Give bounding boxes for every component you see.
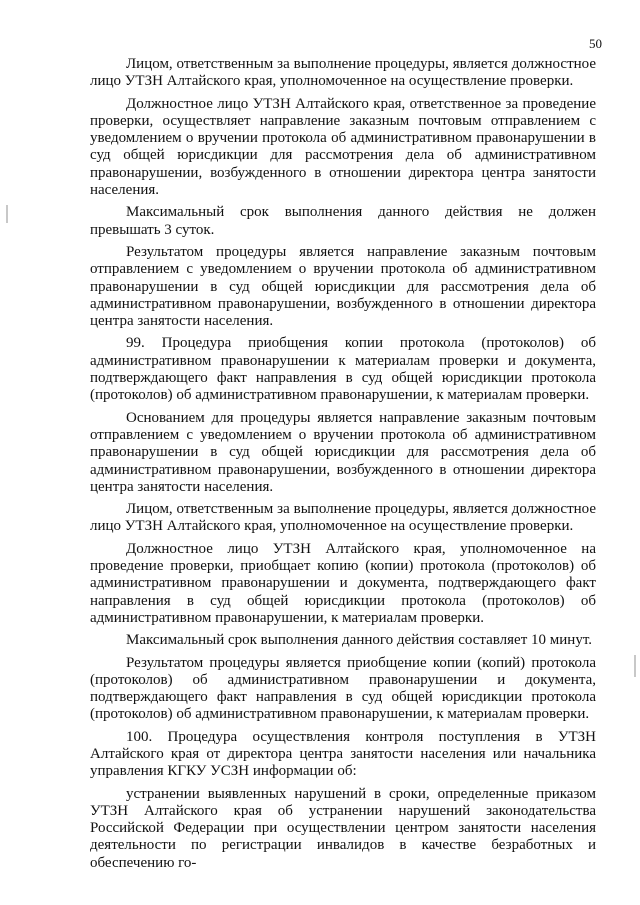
- scan-mark-right: [634, 655, 636, 677]
- page-number: 50: [589, 36, 602, 51]
- paragraph: Лицом, ответственным за выполнение процедуры, является должностное лицо УТЗН Алтайского края, уполномоченное на осуществление проверки.: [90, 501, 596, 535]
- paragraph: 100. Процедура осуществления контроля поступления в УТЗН Алтайского края от директора центра занятости населения или начальника управления КГКУ УСЗН информации об:: [90, 728, 596, 780]
- paragraph: Результатом процедуры является приобщение копии (копий) протокола (протоколов) об административном правонарушении и документа, подтверждающего факт направления в суд общей юрисдикции протокола (протоколов) об административном правонарушении, к материалам проверки.: [90, 654, 596, 723]
- paragraph: Должностное лицо УТЗН Алтайского края, уполномоченное на проведение проверки, приобщает копию (копии) протокола (протоколов) об административном правонарушении и документа, подтверждающего факт направления в суд общей юрисдикции протокола (протоколов) об административном правонарушении, к материалам проверки.: [90, 540, 596, 626]
- paragraph: 99. Процедура приобщения копии протокола (протоколов) об административном правонарушении к материалам проверки и документа, подтверждающего факт направления в суд общей юрисдикции протокола (протоколов) об административном правонарушении, к материалам проверки.: [90, 335, 596, 404]
- paragraph: устранении выявленных нарушений в сроки, определенные приказом УТЗН Алтайского края об устранении нарушений законодательства Российской Федерации при осуществлении центром занятости населения деятельности по регистрации инвалидов в качестве безработных и обеспечению го-: [90, 785, 596, 871]
- paragraph: Максимальный срок выполнения данного действия не должен превышать 3 суток.: [90, 204, 596, 238]
- paragraph: Результатом процедуры является направление заказным почтовым отправлением с уведомлением о вручении протокола об административном правонарушении в суд общей юрисдикции для рассмотрения дела об административном правонарушении, возбужденного в отношении директора центра занятости населения.: [90, 243, 596, 330]
- scan-mark-left: [6, 205, 8, 223]
- paragraph: Основанием для процедуры является направление заказным почтовым отправлением с уведомлением о вручении протокола об административном правонарушении в суд общей юрисдикции для рассмотрения дела об административном правонарушении, возбужденного в отношении директора центра занятости населения.: [90, 409, 596, 495]
- paragraph: Должностное лицо УТЗН Алтайского края, ответственное за проведение проверки, осуществляет направление заказным почтовым отправлением с уведомлением о вручении протокола об административном правонарушении в суд общей юрисдикции для рассмотрения дела об административном правонарушении, возбужденного в отношении директора центра занятости населения.: [90, 95, 596, 199]
- paragraph: Максимальный срок выполнения данного действия составляет 10 минут.: [126, 632, 592, 649]
- body-text: [90, 56, 596, 877]
- paragraph: Лицом, ответственным за выполнение процедуры, является должностное лицо УТЗН Алтайского края, уполномоченное на осуществление проверки.: [90, 56, 596, 90]
